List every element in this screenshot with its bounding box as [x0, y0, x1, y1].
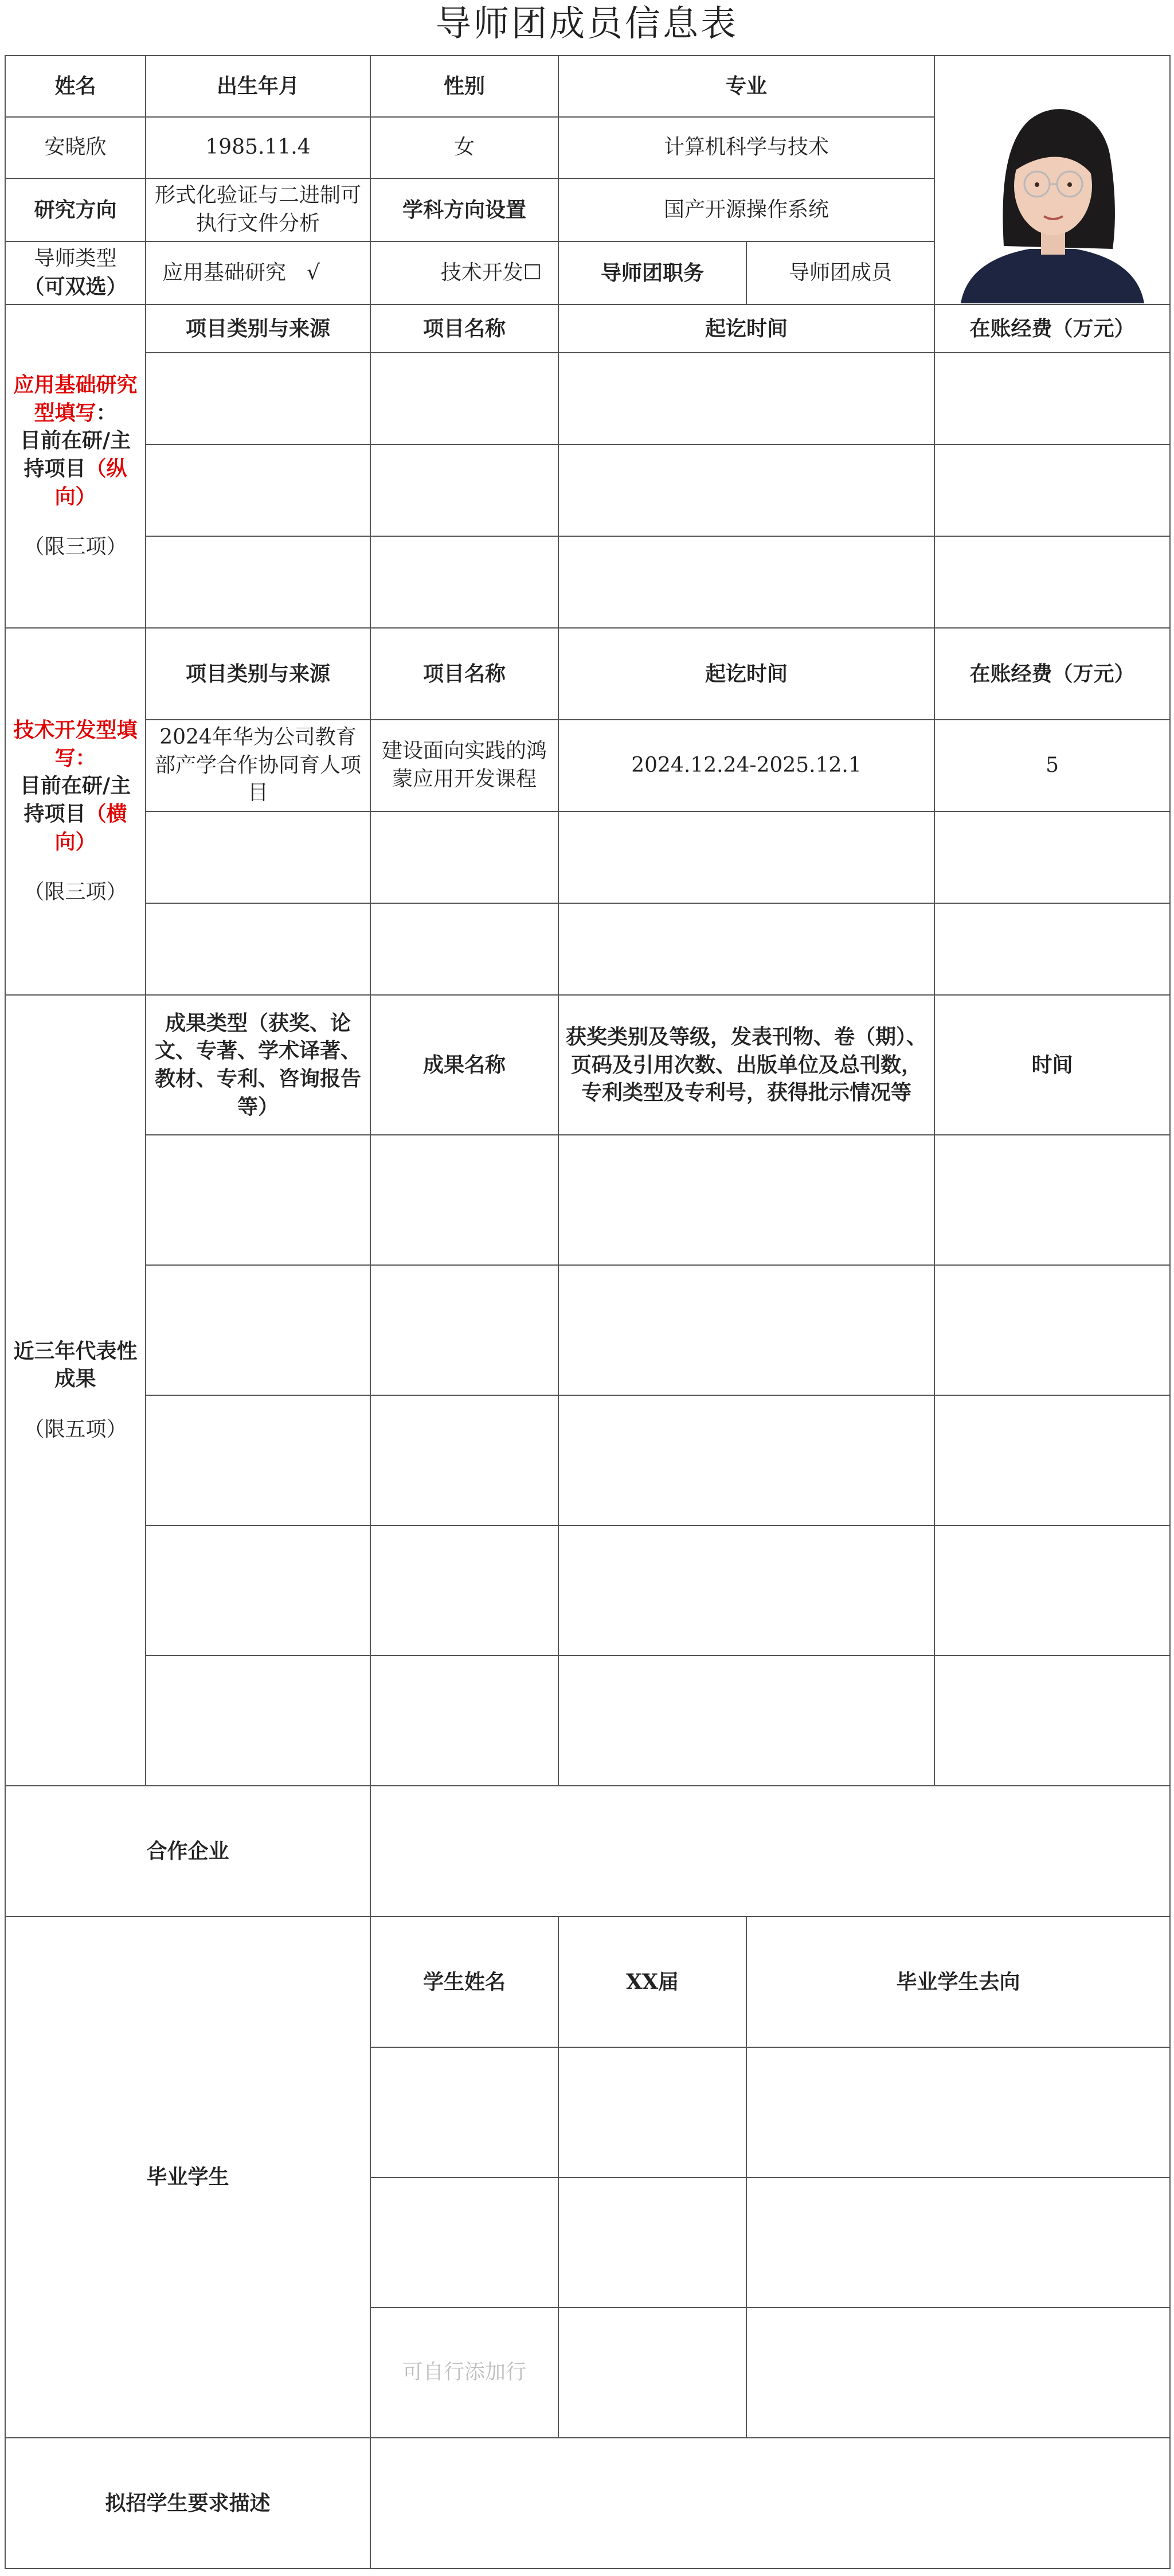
table-cell[interactable]: [146, 1656, 370, 1786]
birth-value: 1985.11.4: [146, 117, 370, 178]
col-header: 毕业学生去向: [746, 1917, 1170, 2047]
table-cell[interactable]: [558, 1265, 934, 1395]
achievements-section-label: [5, 995, 146, 1786]
gender-value: 女: [370, 117, 558, 178]
mentor-type-header: [5, 241, 146, 305]
table-cell[interactable]: [558, 811, 934, 903]
table-cell[interactable]: [934, 1265, 1170, 1395]
table-cell[interactable]: [934, 1135, 1170, 1265]
col-header: 项目类别与来源: [146, 305, 370, 353]
col-header: 项目类别与来源: [146, 628, 370, 720]
vertical-label-colon: ：: [96, 400, 117, 425]
table-cell[interactable]: [934, 903, 1170, 995]
page-title: 导师团成员信息表: [435, 2, 738, 44]
requirements-value[interactable]: [370, 2438, 1170, 2569]
role-value: 导师团成员: [746, 241, 934, 305]
partner-value[interactable]: [370, 1786, 1170, 1917]
table-cell[interactable]: [370, 1135, 558, 1265]
table-cell[interactable]: [746, 2308, 1170, 2438]
col-header: 在账经费（万元）: [934, 628, 1170, 720]
table-cell[interactable]: [146, 353, 370, 444]
table-cell[interactable]: [146, 536, 370, 628]
type-applied-option[interactable]: 应用基础研究 √: [146, 241, 370, 305]
name-value: 安晓欣: [5, 117, 146, 178]
mentor-type-label: 导师类型: [34, 247, 117, 271]
table-cell[interactable]: [558, 444, 934, 536]
horizontal-section-label: [5, 628, 146, 995]
table-cell[interactable]: [370, 2047, 558, 2177]
graduates-label: 毕业学生: [5, 1917, 370, 2438]
table-cell[interactable]: [370, 1265, 558, 1395]
table-cell[interactable]: [146, 1135, 370, 1265]
achievements-label: 近三年代表性成果: [13, 1338, 138, 1391]
table-cell[interactable]: [370, 1395, 558, 1525]
vertical-limit: （限三项）: [24, 535, 127, 559]
table-cell[interactable]: [370, 536, 558, 628]
vertical-label-red: 应用基础研究型填写: [13, 373, 138, 425]
table-cell[interactable]: 5: [934, 720, 1170, 811]
table-cell[interactable]: [934, 1656, 1170, 1786]
research-value: 形式化验证与二进制可执行文件分析: [146, 178, 370, 241]
table-cell[interactable]: [934, 1395, 1170, 1525]
vertical-label-red2: （纵向）: [54, 456, 127, 509]
table-cell[interactable]: [370, 444, 558, 536]
mentor-photo: [949, 57, 1156, 303]
table-cell[interactable]: [558, 353, 934, 444]
table-cell[interactable]: [370, 811, 558, 903]
photo-cell: [934, 56, 1170, 305]
table-cell[interactable]: [558, 2177, 746, 2308]
horizontal-limit: （限三项）: [24, 880, 127, 904]
table-cell[interactable]: [558, 2308, 746, 2438]
birth-header: 出生年月: [146, 56, 370, 117]
col-header: 项目名称: [370, 628, 558, 720]
name-header: 姓名: [5, 56, 146, 117]
table-cell[interactable]: [146, 1395, 370, 1525]
table-cell[interactable]: 2024年华为公司教育部产学合作协同育人项目: [146, 720, 370, 811]
research-header: 研究方向: [5, 178, 146, 241]
vertical-label-black: 目前在研/主持项目: [19, 428, 131, 481]
horizontal-label-black: 目前在研/主持项目: [19, 774, 131, 826]
table-cell[interactable]: [746, 2047, 1170, 2177]
table-cell[interactable]: [558, 903, 934, 995]
table-cell[interactable]: [146, 444, 370, 536]
table-cell[interactable]: [146, 1265, 370, 1395]
col-header: 在账经费（万元）: [934, 305, 1170, 353]
table-cell[interactable]: [934, 811, 1170, 903]
discipline-header: 学科方向设置: [370, 178, 558, 241]
col-header: 获奖类别及等级，发表刊物、卷（期）、页码及引用次数、出版单位及总刊数，专利类型及专利号，获得批示情况等: [558, 995, 934, 1135]
type-tech-option[interactable]: 技术开发☐: [370, 241, 558, 305]
add-row-hint: 可自行添加行: [370, 2308, 558, 2438]
partner-label: 合作企业: [5, 1786, 370, 1917]
table-cell[interactable]: [934, 353, 1170, 444]
table-cell[interactable]: [146, 811, 370, 903]
table-cell[interactable]: [558, 1656, 934, 1786]
table-cell[interactable]: [558, 1135, 934, 1265]
table-cell[interactable]: [558, 1525, 934, 1656]
gender-header: 性别: [370, 56, 558, 117]
horizontal-label-colon: ：: [75, 746, 96, 770]
table-cell[interactable]: [370, 1525, 558, 1656]
col-header: 项目名称: [370, 305, 558, 353]
table-cell[interactable]: [146, 1525, 370, 1656]
role-header: 导师团职务: [558, 241, 746, 305]
col-header: 成果名称: [370, 995, 558, 1135]
discipline-value: 国产开源操作系统: [558, 178, 934, 241]
table-cell[interactable]: [934, 444, 1170, 536]
horizontal-label-red2: （横向）: [54, 802, 127, 854]
table-cell[interactable]: [370, 903, 558, 995]
table-cell[interactable]: [558, 1395, 934, 1525]
mentor-info-table: [5, 55, 1171, 2569]
table-cell[interactable]: 2024.12.24-2025.12.1: [558, 720, 934, 811]
table-cell[interactable]: [370, 2177, 558, 2308]
requirements-label: 拟招学生要求描述: [5, 2438, 370, 2569]
table-cell[interactable]: [558, 2047, 746, 2177]
col-header: XX届: [558, 1917, 746, 2047]
table-cell[interactable]: [746, 2177, 1170, 2308]
table-cell[interactable]: [934, 536, 1170, 628]
table-cell[interactable]: 建设面向实践的鸿蒙应用开发课程: [370, 720, 558, 811]
table-cell[interactable]: [146, 903, 370, 995]
major-header: 专业: [558, 56, 934, 117]
col-header: 学生姓名: [370, 1917, 558, 2047]
table-cell[interactable]: [370, 1656, 558, 1786]
table-cell[interactable]: [558, 536, 934, 628]
horizontal-label-red: 技术开发型填写: [13, 718, 138, 770]
achievements-limit: （限五项）: [24, 1417, 127, 1441]
table-cell[interactable]: [934, 1525, 1170, 1656]
col-header: 起讫时间: [558, 305, 934, 353]
table-cell[interactable]: [370, 353, 558, 444]
col-header: 时间: [934, 995, 1170, 1135]
col-header: 起讫时间: [558, 628, 934, 720]
mentor-type-note: （可双选）: [24, 275, 127, 299]
major-value: 计算机科学与技术: [558, 117, 934, 178]
vertical-section-label: [5, 305, 146, 628]
col-header: 成果类型（获奖、论文、专著、学术译著、教材、专利、咨询报告等）: [146, 995, 370, 1135]
